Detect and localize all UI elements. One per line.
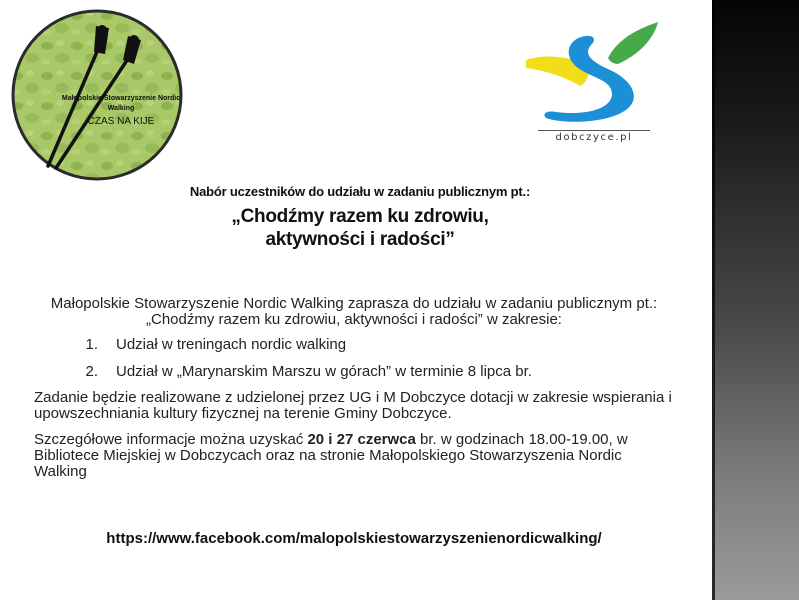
dobczyce-s-emblem-icon <box>522 20 662 130</box>
sidebar-edge <box>712 0 715 600</box>
info-dates: 20 i 27 czerwca <box>307 431 416 448</box>
info-paragraph <box>34 432 674 480</box>
activity-list <box>34 336 674 381</box>
announcement-body <box>34 296 674 490</box>
list-item <box>34 336 674 354</box>
club-logo <box>10 8 185 183</box>
town-site-label: dobczyce.pl <box>555 132 633 143</box>
list-text: Udział w „Marynarskim Marszu w górach” w terminie 8 lipca br. <box>116 363 532 380</box>
list-item <box>34 363 674 381</box>
facebook-link[interactable]: https://www.facebook.com/malopolskiestowarzyszenienordicwalking/ <box>106 530 602 547</box>
announcement-heading <box>40 184 680 251</box>
headline: Nabór uczestników do udziału w zadaniu publicznym pt.: <box>189 184 531 199</box>
title-line-2: aktywności i radości” <box>265 229 455 250</box>
club-name: Małopolskie Stowarzyszenie Nordic Walking <box>61 95 181 112</box>
decorative-sidebar <box>712 0 799 600</box>
club-slogan: CZAS NA KIJE <box>87 116 155 127</box>
info-text-pre: Szczegółowe informacje można uzyskać <box>34 431 308 448</box>
list-text: Udział w treningach nordic walking <box>116 336 347 353</box>
funding-paragraph: Zadanie będzie realizowane z udzielonej przez UG i M Dobczyce dotacji w zakresie wspierania i upowszechniania kultury fizycznej na terenie Gminy Dobczyce. <box>34 389 672 422</box>
title-line-1: „Chodźmy razem ku zdrowiu, <box>231 206 489 227</box>
list-number: 1. <box>85 336 98 353</box>
intro-paragraph: Małopolskie Stowarzyszenie Nordic Walking zaprasza do udziału w zadaniu publicznym pt.: „Chodźmy razem ku zdrowiu, aktywności i radości” w zakresie: <box>50 295 658 328</box>
list-number: 2. <box>85 363 98 380</box>
logo-divider <box>538 130 650 131</box>
info-text-post: br. w godzinach 18.00-19.00, w Bibliotece Miejskiej w Dobczycach oraz na stronie Małopolskiego Stowarzyszenia Nordic Walking <box>34 431 628 480</box>
